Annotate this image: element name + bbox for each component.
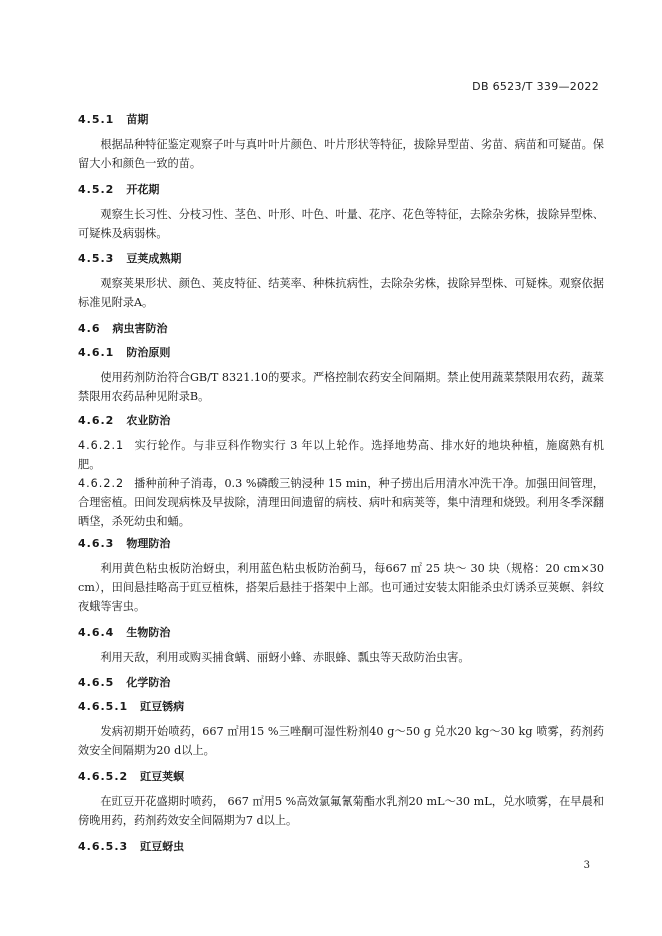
clause-text: 播种前种子消毒，0.3 %磷酸三钠浸种 15 min，种子捞出后用清水冲洗干净。加强田间管理，合理密植。田间发现病株及早拔除，清理田间遗留的病枝、病叶和病荚等，集中清理和烧毁。利用冬季深翻晒垡，杀死幼虫和蛹。 bbox=[78, 477, 604, 528]
section-heading-4-5-3 bbox=[78, 250, 181, 266]
clause-number: 4.6.2.2 bbox=[78, 477, 125, 490]
paragraph: 在豇豆开花盛期时喷药， 667 ㎡用5 %高效氯氟氰菊酯水乳剂20 mL～30 mL，兑水喷雾，在早晨和傍晚用药，药剂药效安全间隔期为7 d以上。 bbox=[78, 795, 604, 827]
clause-number: 4.6.2.1 bbox=[78, 439, 125, 452]
paragraph: 发病初期开始喷药，667 ㎡用15 %三唑酮可湿性粉剂40 g～50 g 兑水20 kg～30 kg 喷雾，药剂药效安全间隔期为20 d以上。 bbox=[78, 725, 604, 757]
section-number: 4.5.1 bbox=[78, 113, 115, 126]
section-title: 病虫害防治 bbox=[112, 322, 168, 335]
section-number: 4.6.5 bbox=[78, 676, 115, 689]
section-number: 4.6.2 bbox=[78, 414, 115, 427]
section-title: 开花期 bbox=[126, 183, 160, 196]
page-number: 3 bbox=[583, 860, 590, 871]
clause-4-6-2-1 bbox=[78, 436, 604, 474]
section-number: 4.5.3 bbox=[78, 252, 115, 265]
paragraph: 根据品种特征鉴定观察子叶与真叶叶片颜色、叶片形状等特征，拔除异型苗、劣苗、病苗和可疑苗。保留大小和颜色一致的苗。 bbox=[78, 138, 604, 170]
section-number: 4.6.5.3 bbox=[78, 840, 129, 853]
section-number: 4.5.2 bbox=[78, 183, 115, 196]
section-title: 防治原则 bbox=[126, 346, 171, 359]
section-heading-4-6-5 bbox=[78, 674, 170, 690]
section-title: 豇豆锈病 bbox=[140, 700, 185, 713]
section-heading-4-6-5-1 bbox=[78, 698, 184, 714]
section-number: 4.6.5.2 bbox=[78, 770, 129, 783]
section-number: 4.6.4 bbox=[78, 626, 115, 639]
section-heading-4-6-5-3 bbox=[78, 838, 184, 854]
section-title: 豇豆蚜虫 bbox=[140, 840, 185, 853]
section-number: 4.6.5.1 bbox=[78, 700, 129, 713]
section-heading-4-6 bbox=[78, 320, 168, 336]
section-heading-4-5-2 bbox=[78, 181, 159, 197]
section-title: 农业防治 bbox=[126, 414, 171, 427]
section-number: 4.6 bbox=[78, 322, 101, 335]
section-heading-4-6-1 bbox=[78, 344, 170, 360]
paragraph: 观察荚果形状、颜色、荚皮特征、结荚率、种株抗病性，去除杂劣株，拔除异型株、可疑株。观察依据标准见附录A。 bbox=[78, 277, 604, 309]
section-heading-4-6-5-2 bbox=[78, 768, 184, 784]
clause-4-6-2-2 bbox=[78, 474, 604, 531]
section-title: 物理防治 bbox=[126, 537, 171, 550]
section-number: 4.6.1 bbox=[78, 346, 115, 359]
clause-text: 实行轮作。与非豆科作物实行 3 年以上轮作。选择地势高、排水好的地块种植，施腐熟有机肥。 bbox=[78, 439, 604, 471]
section-title: 化学防治 bbox=[126, 676, 171, 689]
document-number: DB 6523/T 339—2022 bbox=[472, 80, 599, 93]
section-number: 4.6.3 bbox=[78, 537, 115, 550]
section-title: 生物防治 bbox=[126, 626, 171, 639]
paragraph: 利用天敌，利用或购买捕食螨、丽蚜小蜂、赤眼蜂、瓢虫等天敌防治虫害。 bbox=[100, 651, 470, 664]
paragraph: 使用药剂防治符合GB/T 8321.10的要求。严格控制农药安全间隔期。禁止使用蔬菜禁限用农药，蔬菜禁限用农药品种见附录B。 bbox=[78, 371, 604, 403]
paragraph: 观察生长习性、分枝习性、茎色、叶形、叶色、叶量、花序、花色等特征，去除杂劣株，拔除异型株、可疑株及病弱株。 bbox=[78, 208, 604, 240]
section-heading-4-6-2 bbox=[78, 412, 170, 428]
section-heading-4-6-4 bbox=[78, 624, 170, 640]
section-heading-4-6-3 bbox=[78, 535, 170, 551]
section-title: 豇豆荚螟 bbox=[140, 770, 185, 783]
section-title: 豆荚成熟期 bbox=[126, 252, 182, 265]
paragraph: 利用黄色粘虫板防治蚜虫，利用蓝色粘虫板防治蓟马，每667 ㎡ 25 块～ 30 块（规格：20 cm×30 cm），田间悬挂略高于豇豆植株，搭架后悬挂于搭架中上部。也可通过安装太阳能杀虫灯诱杀豆荚螟、斜纹夜蛾等害虫。 bbox=[78, 562, 604, 613]
section-title: 苗期 bbox=[126, 113, 149, 126]
section-heading-4-5-1 bbox=[78, 111, 148, 127]
